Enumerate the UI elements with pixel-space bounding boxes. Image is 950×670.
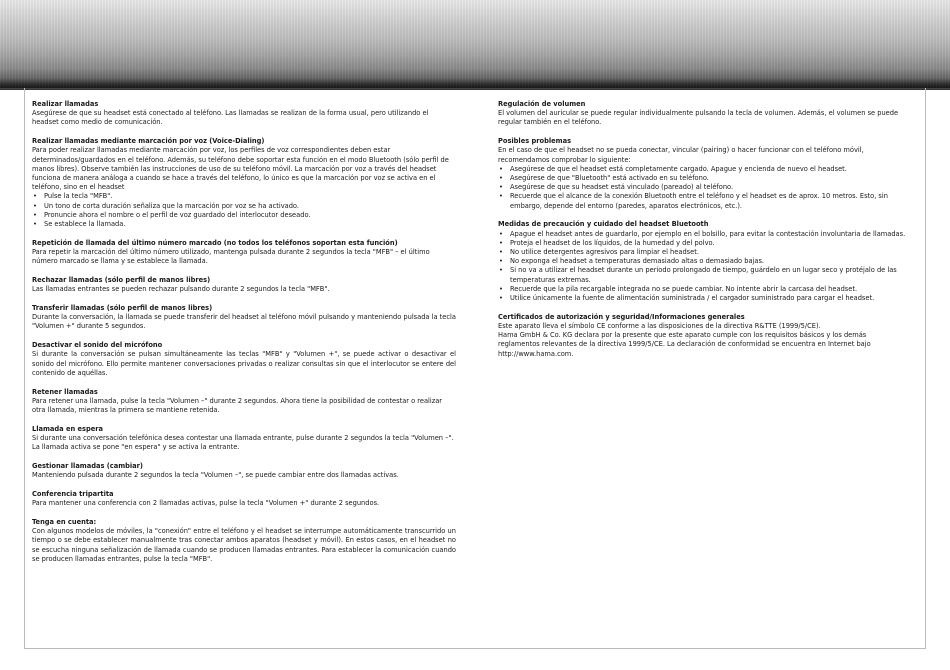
section bbox=[498, 99, 910, 127]
section bbox=[32, 387, 456, 415]
bullet-item: • Asegúrese de que su headset está vinculado (pareado) al teléfono. bbox=[498, 182, 910, 191]
bullet-item: • Un tono de corta duración señaliza que la marcación por voz se ha activado. bbox=[32, 201, 456, 210]
left-column bbox=[32, 99, 456, 573]
bullet-item: • Recuerde que el alcance de la conexión Bluetooth entre el teléfono y el headset es de aprox. 10 metros. Esto, sin embargo, depende del entorno (paredes, aparatos electrónicos, etc.). bbox=[498, 191, 910, 209]
section-heading: Retener llamadas bbox=[32, 386, 98, 396]
section-text: Para mantener una conferencia con 2 llamadas activas, pulse la tecla "Volumen +" durante 2 segundos. bbox=[32, 498, 380, 508]
bullet-item: • No utilice detergentes agresivos para limpiar el headset. bbox=[498, 247, 910, 256]
bullet-item: • Utilice únicamente la fuente de alimentación suministrada / el cargador suministrado para cargar el headset. bbox=[498, 293, 910, 302]
bullet-item: • Se establece la llamada. bbox=[32, 219, 456, 228]
section bbox=[32, 99, 456, 127]
section bbox=[32, 340, 456, 377]
section-text: Para poder realizar llamadas mediante marcación por voz, los perfiles de voz correspondientes deben estar determinados/guardados en el teléfono. Además, su teléfono debe soportar esta función en el modo Bluetooth (sólo perfil de manos libres). Observe también las instrucciones de uso de su teléfono móvil. La marcación por voz a través del headset funciona de manera análoga a cuando se hace a través del teléfono, lo único es que la marcación por voz se activa en el teléfono, sino en el headset bbox=[32, 145, 449, 192]
section bbox=[32, 424, 456, 452]
bullet-item: • No exponga el headset a temperaturas demasiado altas o demasiado bajas. bbox=[498, 256, 910, 265]
section bbox=[32, 136, 456, 228]
section-heading: Tenga en cuenta: bbox=[32, 517, 97, 527]
section-text: Para repetir la marcación del último número utilizado, mantenga pulsada durante 2 segundos la tecla "MFB" – el último número marcado se llama y se establece la llamada. bbox=[32, 247, 430, 266]
section-heading: Desactivar el sonido del micrófono bbox=[32, 340, 163, 350]
section-text: En el caso de que el headset no se pueda conectar, vincular (pairing) o hacer funcionar con el teléfono móvil, recomendamos comprobar lo siguiente: bbox=[498, 145, 864, 164]
section-text: Si durante la conversación se pulsan simultáneamente las teclas "MFB" y "Volumen +", se puede activar o desactivar el sonido del micrófono. Ello permite mantener conversaciones privadas o realizar consultas sin que el interlocutor se entere del contenido de aquéllas. bbox=[32, 349, 456, 377]
bullet-item: • Si no va a utilizar el headset durante un período prolongado de tiempo, guárdelo en un lugar seco y protéjalo de las temperaturas extremas. bbox=[498, 265, 910, 283]
section bbox=[498, 312, 910, 358]
section-text: Manteniendo pulsada durante 2 segundos la tecla "Volumen –", se puede cambiar entre dos llamadas activas. bbox=[32, 470, 399, 480]
section-heading: Rechazar llamadas (sólo perfil de manos libres) bbox=[32, 275, 211, 285]
bullet-item: • Pronuncie ahora el nombre o el perfil de voz guardado del interlocutor deseado. bbox=[32, 210, 456, 219]
bullet-item: • Asegúrese de que "Bluetooth" está activado en su teléfono. bbox=[498, 173, 910, 182]
section bbox=[498, 136, 910, 210]
section-text: El volumen del auricular se puede regular individualmente pulsando la tecla de volumen. Además, el volumen se puede regular también en el teléfono. bbox=[498, 108, 899, 127]
section-heading: Repetición de llamada del último número marcado (no todos los teléfonos soportan esta función) bbox=[32, 237, 398, 247]
bullet-list bbox=[498, 164, 910, 210]
section-heading: Realizar llamadas mediante marcación por voz (Voice-Dialing) bbox=[32, 136, 265, 146]
section bbox=[32, 489, 456, 507]
section-text: Durante la conversación, la llamada se puede transferir del headset al teléfono móvil pulsando y manteniendo pulsada la tecla "Volumen +" durante 5 segundos. bbox=[32, 312, 456, 331]
section bbox=[32, 517, 456, 563]
section bbox=[32, 303, 456, 331]
bullet-item: • Proteja el headset de los líquidos, de la humedad y del polvo. bbox=[498, 238, 910, 247]
bullet-item: • Pulse la tecla "MFB". bbox=[32, 191, 456, 200]
header-metal-band bbox=[0, 0, 950, 88]
bullet-item: • Recuerde que la pila recargable integrada no se puede cambiar. No intente abrir la carcasa del headset. bbox=[498, 284, 910, 293]
section-heading: Gestionar llamadas (cambiar) bbox=[32, 461, 143, 471]
section-heading: Medidas de precaución y cuidado del headset Bluetooth bbox=[498, 219, 709, 229]
bullet-list bbox=[498, 229, 910, 303]
bullet-item: • Asegúrese de que el headset está completamente cargado. Apague y encienda de nuevo el headset. bbox=[498, 164, 910, 173]
section bbox=[32, 461, 456, 479]
section bbox=[498, 219, 910, 302]
right-column bbox=[498, 99, 910, 367]
section-text: Este aparato lleva el símbolo CE conforme a las disposiciones de la directiva R&TTE (1999/5/CE). Hama GmbH & Co. KG declara por la presente que este aparato cumple con los requisitos básicos y los demás reglamentos relevantes de la directiva 1999/5/CE. La declaración de conformidad se encuentra en Internet bajo http://www.hama.com. bbox=[498, 321, 871, 358]
section-heading: Posibles problemas bbox=[498, 136, 572, 146]
section-heading: Llamada en espera bbox=[32, 423, 104, 433]
section-heading: Certificados de autorización y seguridad/Informaciones generales bbox=[498, 311, 745, 321]
section bbox=[32, 238, 456, 266]
section-text: Si durante una conversación telefónica desea contestar una llamada entrante, pulse durante 2 segundos la tecla "Volumen –". La llamada activa se pone "en espera" y se activa la entrante. bbox=[32, 433, 454, 452]
bullet-list bbox=[32, 191, 456, 228]
section-text: Con algunos modelos de móviles, la "conexión" entre el teléfono y el headset se interrumpe automáticamente transcurrido un tiempo o se debe establecer manualmente tras conectar ambos aparatos (headset y móvil). En estos casos, en el headset no se escucha ninguna señalización de llamada cuando se producen llamadas entrantes. Para establecer la comunicación cuando se producen llamadas entrantes, pulse la tecla "MFB". bbox=[32, 526, 456, 563]
section bbox=[32, 275, 456, 293]
section-text: Las llamadas entrantes se pueden rechazar pulsando durante 2 segundos la tecla "MFB". bbox=[32, 284, 330, 294]
section-text: Para retener una llamada, pulse la tecla "Volumen –" durante 2 segundos. Ahora tiene la posibilidad de contestar o realizar otra llamada, mientras la primera se mantiene retenida. bbox=[32, 395, 443, 415]
section-heading: Transferir llamadas (sólo perfil de manos libres) bbox=[32, 303, 213, 313]
section-heading: Regulación de volumen bbox=[498, 99, 586, 108]
section-heading: Realizar llamadas bbox=[32, 99, 99, 108]
section-text: Asegúrese de que su headset está conectado al teléfono. Las llamadas se realizan de la forma usual, pero utilizando el headset como medio de comunicación. bbox=[32, 108, 429, 127]
bullet-item: • Apague el headset antes de guardarlo, por ejemplo en el bolsillo, para evitar la contestación involuntaria de llamadas. bbox=[498, 229, 910, 238]
section-heading: Conferencia tripartita bbox=[32, 489, 114, 499]
